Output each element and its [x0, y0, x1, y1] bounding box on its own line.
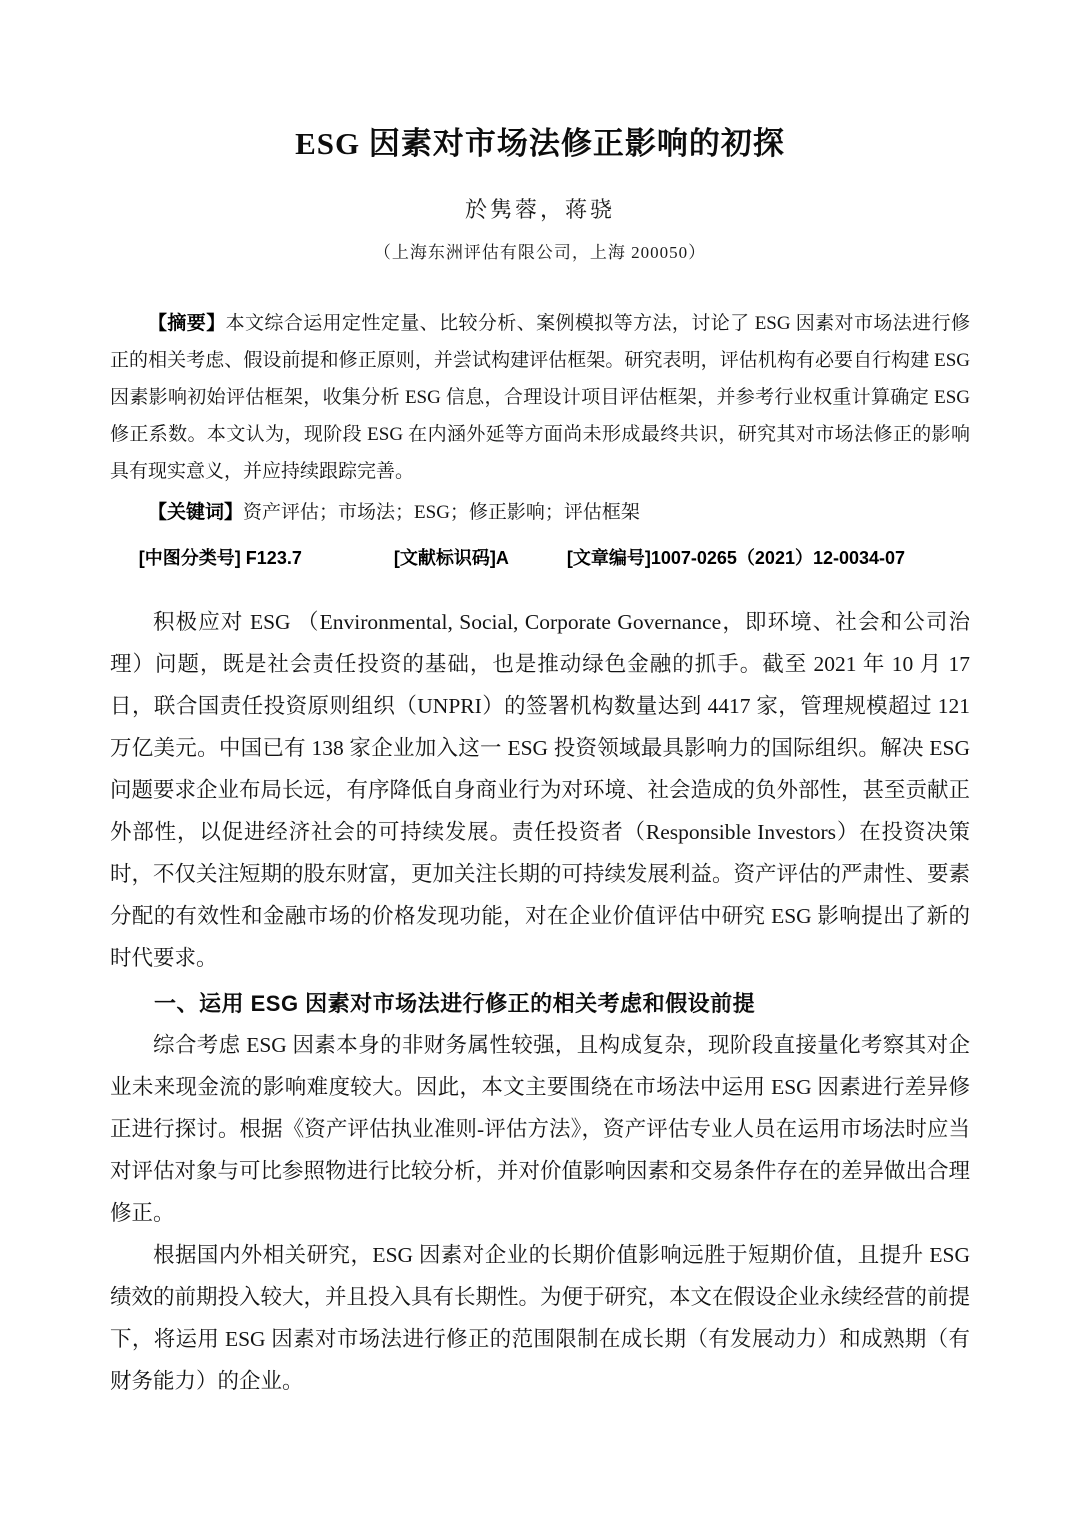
article-id-label: [文章编号]	[566, 548, 651, 568]
clc-number	[139, 541, 302, 575]
paper-title: ESG 因素对市场法修正影响的初探	[295, 126, 785, 161]
paper-affiliation: （上海东洲评估有限公司，上海 200050）	[373, 243, 707, 262]
document-code-value: A	[495, 548, 509, 568]
body-paragraph-2: 综合考虑 ESG 因素本身的非财务属性较强，且构成复杂，现阶段直接量化考察其对企业未来现金流的影响难度较大。因此，本文主要围绕在市场法中运用 ESG 因素进行差异修正进行探讨。根据《资产评估执业准则-评估方法》，资产评估专业人员在运用市场法时应当对评估对象与可比参照物进行比较分析，并对价值影响因素和交易条件存在的差异做出合理修正。	[110, 1033, 971, 1225]
classification-line	[110, 541, 970, 575]
document-code-label: [文献标识码]	[393, 548, 496, 568]
document-code	[394, 541, 509, 575]
abstract-label: 【摘要】	[148, 313, 226, 334]
body-paragraph-3: 根据国内外相关研究，ESG 因素对企业的长期价值影响远胜于短期价值，且提升 ESG 绩效的前期投入较大，并且投入具有长期性。为便于研究，本文在假设企业永续经营的前提下，将运用 ESG 因素对市场法进行修正的范围限制在成长期（有发展动力）和成熟期（有财务能力）的企业。	[110, 1243, 971, 1393]
abstract-paragraph	[110, 305, 970, 490]
keywords-text: 资产评估；市场法；ESG；修正影响；评估框架	[243, 502, 640, 523]
clc-number-value: F123.7	[245, 548, 302, 568]
keywords-line	[110, 494, 970, 531]
article-id-value: 1007-0265（2021）12-0034-07	[650, 548, 906, 568]
body-paragraph-1: 积极应对 ESG （Environmental, Social, Corporate Governance，即环境、社会和公司治理）问题，既是社会责任投资的基础，也是推动绿色金融的抓手。截至 2021 年 10 月 17 日，联合国责任投资原则组织（UNPRI）的签署机构数量达到 4417 家，管理规模超过 121 万亿美元。中国已有 138 家企业加入这一 ESG 投资领域最具影响力的国际组织。解决 ESG 问题要求企业布局长远，有序降低自身商业行为对环境、社会造成的负外部性，甚至贡献正外部性，以促进经济社会的可持续发展。责任投资者（Responsible Investors）在投资决策时，不仅关注短期的股东财富，更加关注长期的可持续发展利益。资产评估的严肃性、要素分配的有效性和金融市场的价格发现功能，对在企业价值评估中研究 ESG 影响提出了新的时代要求。	[110, 610, 971, 970]
keywords-label: 【关键词】	[148, 502, 244, 523]
paper-authors: 於隽蓉，蒋骁	[464, 197, 615, 222]
abstract-text: 本文综合运用定性定量、比较分析、案例模拟等方法，讨论了 ESG 因素对市场法进行修正的相关考虑、假设前提和修正原则，并尝试构建评估框架。研究表明，评估机构有必要自行构建 ESG 因素影响初始评估框架，收集分析 ESG 信息，合理设计项目评估框架，并参考行业权重计算确定 ESG 修正系数。本文认为，现阶段 ESG 在内涵外延等方面尚未形成最终共识，研究其对市场法修正的影响具有现实意义，并应持续跟踪完善。	[110, 313, 970, 482]
clc-number-label: [中图分类号]	[138, 548, 246, 568]
section-heading-1: 一、运用 ESG 因素对市场法进行修正的相关考虑和假设前提	[154, 991, 756, 1016]
article-id	[567, 541, 905, 575]
